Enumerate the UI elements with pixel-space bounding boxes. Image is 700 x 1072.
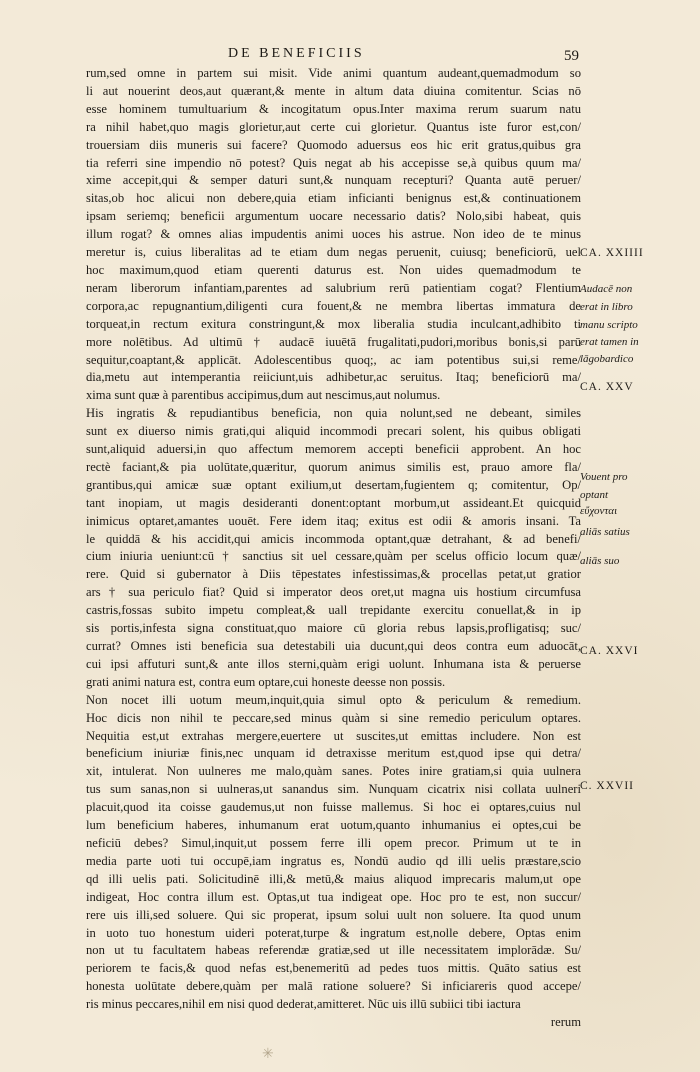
- margin-chapter-xxvii: C. XXVII: [580, 780, 634, 792]
- text-line: in uoto tuo honestum uideri poterat,turpe & ingratum est,nolle debere, Optas enim: [86, 925, 581, 940]
- text-line: qd illi uelis pati. Solicitudinē illi,& metū,& maius aliquod imprecaris malum,ut ope: [86, 871, 581, 886]
- text-line: hoc maximum,quod etiam querenti daturus est. Non uides quemadmodum te: [86, 262, 581, 277]
- margin-note: aliās satius: [580, 526, 630, 538]
- text-line: cui ipsi affuturi sunt,& ante illos sterni,quàm erigi uolunt. Inhumana ista & peruerse: [86, 656, 581, 671]
- text-line: xit, intulerat. Non uulneres me malo,quàm sanes. Potes inire gratiam,si quia uulnera: [86, 764, 581, 779]
- text-line: sis portis,infesta signa constituat,quo maiore cū gloria rebus lapsis,profligatisq; suc/: [86, 621, 581, 636]
- text-line: neram liberorum infantiam,parentes ad salubrium rerū patientiam cogat? Flentium: [86, 280, 581, 295]
- text-line: tus sum sanas,non si uulneras,ut sanandus sim. Nunquam cicatrix nisi collata uulneri: [86, 782, 581, 797]
- text-line: His ingratis & repudiantibus beneficia, non quia nolunt,sed ne debeant, similes: [86, 406, 581, 421]
- text-line: sunt,aliquid aduersi,in quo affectum memorem accepti beneficii approbent. An hoc: [86, 442, 581, 457]
- text-line: torqueat,in rectum exitura constringunt,& mox liberalia studia inculcant,adhibito ti: [86, 316, 581, 331]
- text-line: xime accepit,qui & semper daturi sunt,& nunquam recepturi? Quanta autē peruer/: [86, 173, 581, 188]
- page-number: 59: [564, 48, 579, 64]
- margin-note: εὔχονται: [580, 505, 618, 517]
- text-line: placuit,quod ita coisse gaudemus,ut non fuisse mallemus. Si hoc ei optares,cuius nul: [86, 800, 581, 815]
- text-line: dia,metu aut intemperantia reiiciunt,uis adhibetur,ac seruitus. Itaq; beneficiorū ma/: [86, 370, 581, 385]
- text-line: ipsam seriemq; beneficii argumentum uocare necessario datis? Nolo,sibi habeat, quis: [86, 209, 581, 224]
- text-line: illum rogat? & omnes alias impudentis animi uoces his astrue. Non ideo de te minus: [86, 227, 581, 242]
- text-line: beneficium iniuriæ finis,nec unquam id detraxisse meritum est,quod ipse qui detra/: [86, 746, 581, 761]
- text-line: tant inopiam, ut magis desideranti donent:optant morbum,ut assideant.Et quicquid: [86, 495, 581, 510]
- text-line: ris minus peccares,nihil em nisi quod dederat,amitteret. Nūc uis illū subiici tibi iactura: [86, 997, 521, 1012]
- body-text: [86, 65, 581, 1032]
- text-line: periorem te facis,& quod nefas est,benemeritū ad pedes tuos mittis. Quāto satius est: [86, 961, 581, 976]
- margin-chapter-xxiiii: CA. XXIIII: [580, 247, 644, 259]
- text-line: lum beneficium haberes, inhumanum erat uotum,quanto inhumanius ei optes,cui be: [86, 818, 581, 833]
- margin-note: Vouent pro: [580, 471, 628, 483]
- text-line: esse hominem tumultuarium & incogitatum opus.Inter maxima rerum suarum natu: [86, 101, 581, 116]
- running-title: DE BENEFICIIS: [228, 46, 365, 61]
- text-line: corpora,ac repugnantium,diligenti cura fouent,& ne membra libertas immatura de: [86, 298, 581, 313]
- text-line: rere. Quid si gubernator à Diis tēpestates infestissimas,& procellas petat,ut gratior: [86, 567, 581, 582]
- text-line: rerum: [550, 1015, 581, 1030]
- text-line: honesta uolūtate debere,quàm per malā ratione soluere? Si inficiareris quod accepe/: [86, 979, 581, 994]
- text-line: sequitur,coaptant,& applicāt. Adolescentibus quoq;, ac iam potentibus sui,si reme/: [86, 352, 581, 367]
- text-line: li aut nouerint deos,aut quærant,& mente in altum data diuina comitentur. Scias nō: [86, 83, 581, 98]
- text-line: grantibus,qui amicæ suæ optant exilium,ut desertam,fugientem q; comitentur, Op/: [86, 477, 581, 492]
- text-line: castris,fossas subito impetu compleat,& uall trepidante exercitu conuellat,& in ip: [86, 603, 581, 618]
- text-line: rectè faciant,& pia uolūtate,quæritur, quorum animus similis est, prauo amore fla/: [86, 459, 581, 474]
- margin-note: aliās suo: [580, 555, 620, 567]
- text-line: Hoc dicis non nihil te peccare,sed minus quàm si sine remedio periculum optares.: [86, 710, 581, 725]
- margin-chapter-xxvi: CA. XXVI: [580, 645, 639, 657]
- text-line: non ut tu facultatem habeas referendæ gratiæ,sed ut ille necessitatem implorādæ. Su/: [86, 943, 581, 958]
- text-line: rum,sed omne in partem sui misit. Vide animi quantum audeant,quemadmodum so: [86, 66, 581, 80]
- margin-note: manu scripto: [580, 319, 638, 331]
- text-line: grati animi natura est, contra eum optare,cui honeste deesse non possis.: [86, 674, 446, 689]
- text-line: rere uis illi,sed soluere. Qui sic properat, ipsum solui uult non soluere. Ita quod unum: [86, 907, 581, 922]
- text-line: indigeat, Hoc contra illum est. Optas,ut tua indigeat ope. Hoc pro te est, non succur/: [86, 889, 581, 904]
- text-line: ra nihil habet,quo magis glorietur,aut certe cui glorietur. Quantus iste furor est,con/: [86, 119, 581, 134]
- text-line: Nequitia est,ut extrahas mergere,euertere ut suscites,ut emittas includere. Non est: [86, 728, 581, 743]
- text-line: tia referri sine impendio nō potest? Quis negat ab his accepisse se,à quibus quum ma/: [86, 155, 581, 170]
- text-line: currat? Omnes isti beneficia sua detestabili uia ducunt,qui deos contra eum aduocāt,: [86, 639, 581, 653]
- text-line: neficiū debes? Simul,inquit,ut possem ferre illi opem precor. Primum ut te in: [86, 835, 581, 850]
- text-line: inimicus optaret,amantes uouēt. Fere idem itaq; exitus est odii & amoris insani. Ta: [86, 513, 581, 528]
- text-line: ars † sua periculo fiat? Quid si imperator deos oret,ut magna uis hostium circumfusa: [86, 585, 581, 600]
- margin-note: erat tamen in: [580, 336, 639, 348]
- margin-note: lāgobardico: [580, 353, 634, 365]
- text-line: cium iniuria ueniunt:cū † sanctius sit uel cessare,quàm per scelus officio locum quæ/: [86, 549, 581, 564]
- margin-note: erat in libro: [580, 301, 633, 313]
- margin-note: Audacē non: [580, 283, 633, 295]
- text-line: sitas,ob hoc alicui non debere,quia etiam inficianti benignus est,& continuationem: [86, 191, 581, 206]
- text-line: Non nocet illi uotum meum,inquit,quia simul opto & periculum & remedium.: [86, 692, 581, 707]
- ink-mark-ornament: ✳: [262, 1046, 274, 1062]
- text-line: le quiddā & his accidit,qui amicis incommoda optant,quæ detrahant, & ad benefi/: [86, 531, 581, 546]
- margin-note: optant: [580, 489, 609, 501]
- text-line: xima sunt quæ à parentibus accipimus,dum aut nescimus,aut nolumus.: [86, 388, 441, 403]
- text-line: trouersiam diis muneris sui facere? Quomodo aduersus eos hic erit gratus,quibus gra: [86, 137, 581, 152]
- text-line: media parte uoti tui occupē,iam ingratus es, Nondū audio qd illi uelis præstare,scio: [86, 853, 581, 868]
- margin-chapter-xxv: CA. XXV: [580, 381, 634, 393]
- text-line: sunt ex diuerso nimis grati,qui aliquid incommodi precari solent, his quibus obligati: [86, 424, 581, 439]
- text-line: more nolētibus. Ad ultimū † audacē iuuētā frugalitati,pudori,moribus bonis,si parū: [86, 334, 581, 349]
- text-line: meretur is, cuius liberalitas ad te etiam dum negas peruenit, cuiusq; beneficiorū, uel: [86, 245, 581, 260]
